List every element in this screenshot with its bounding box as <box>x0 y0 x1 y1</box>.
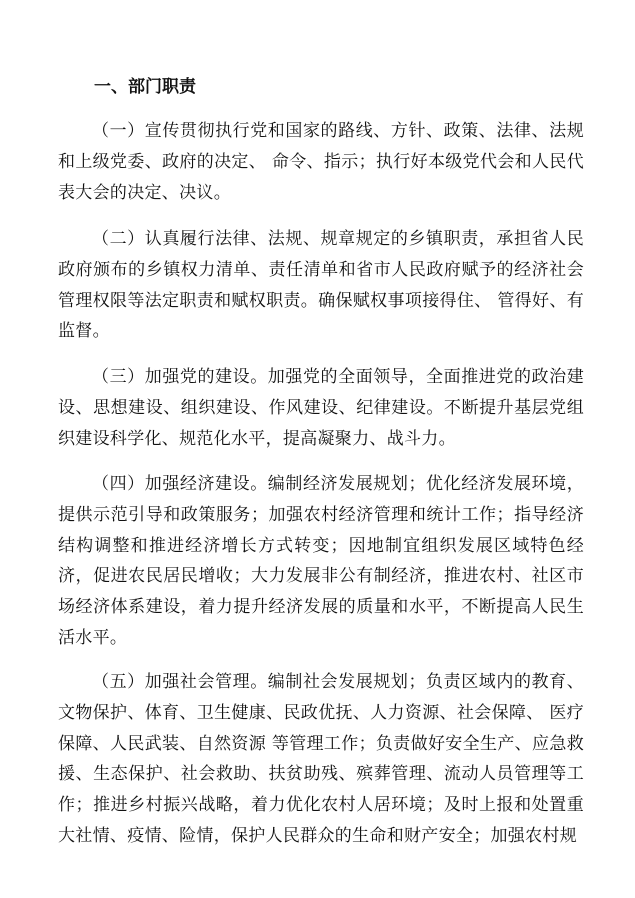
paragraph-duty-2: （二）认真履行法律、法规、规章规定的乡镇职责，承担省人民政府颁布的乡镇权力清单、责任清单和省市人民政府赋予的经济社会管理权限等法定职责和赋权职责。确保赋权事项接得住、 管得好、有监督。 <box>58 229 584 342</box>
section-heading: 一、部门职责 <box>94 77 196 97</box>
paragraph-duty-3: （三）加强党的建设。加强党的全面领导，全面推进党的政治建设、思想建设、组织建设、作风建设、纪律建设。不断提升基层党组织建设科学化、规范化水平，提高凝聚力、战斗力。 <box>58 367 584 449</box>
paragraph-duty-1: （一）宣传贯彻执行党和国家的路线、方针、政策、法律、法规和上级党委、政府的决定、 命令、指示；执行好本级党代会和人民代表大会的决定、决议。 <box>58 121 584 203</box>
paragraph-duty-5: （五）加强社会管理。编制社会发展规划；负责区域内的教育、文物保护、体育、卫生健康、民政优抚、人力资源、社会保障、 医疗保障、人民武装、自然资源 等管理工作；负责做好安全生产、应急救援、生态保护、社会救助、扶贫助残、殡葬管理、流动人员管理等工作；推进乡村振兴战略，着力优化农村人居环境；及时上报和处置重大社情、疫情、险情，保护人民群众的生命和财产安全；加强农村规 <box>58 672 584 846</box>
paragraph-duty-4: （四）加强经济建设。编制经济发展规划；优化经济发展环境，提供示范引导和政策服务；加强农村经济管理和统计工作；指导经济结构调整和推进经济增长方式转变；因地制宜组织发展区域特色经济，促进农民居民增收；大力发展非公有制经济，推进农村、社区市场经济体系建设，着力提升经济发展的质量和水平，不断提高人民生活水平。 <box>58 474 584 648</box>
